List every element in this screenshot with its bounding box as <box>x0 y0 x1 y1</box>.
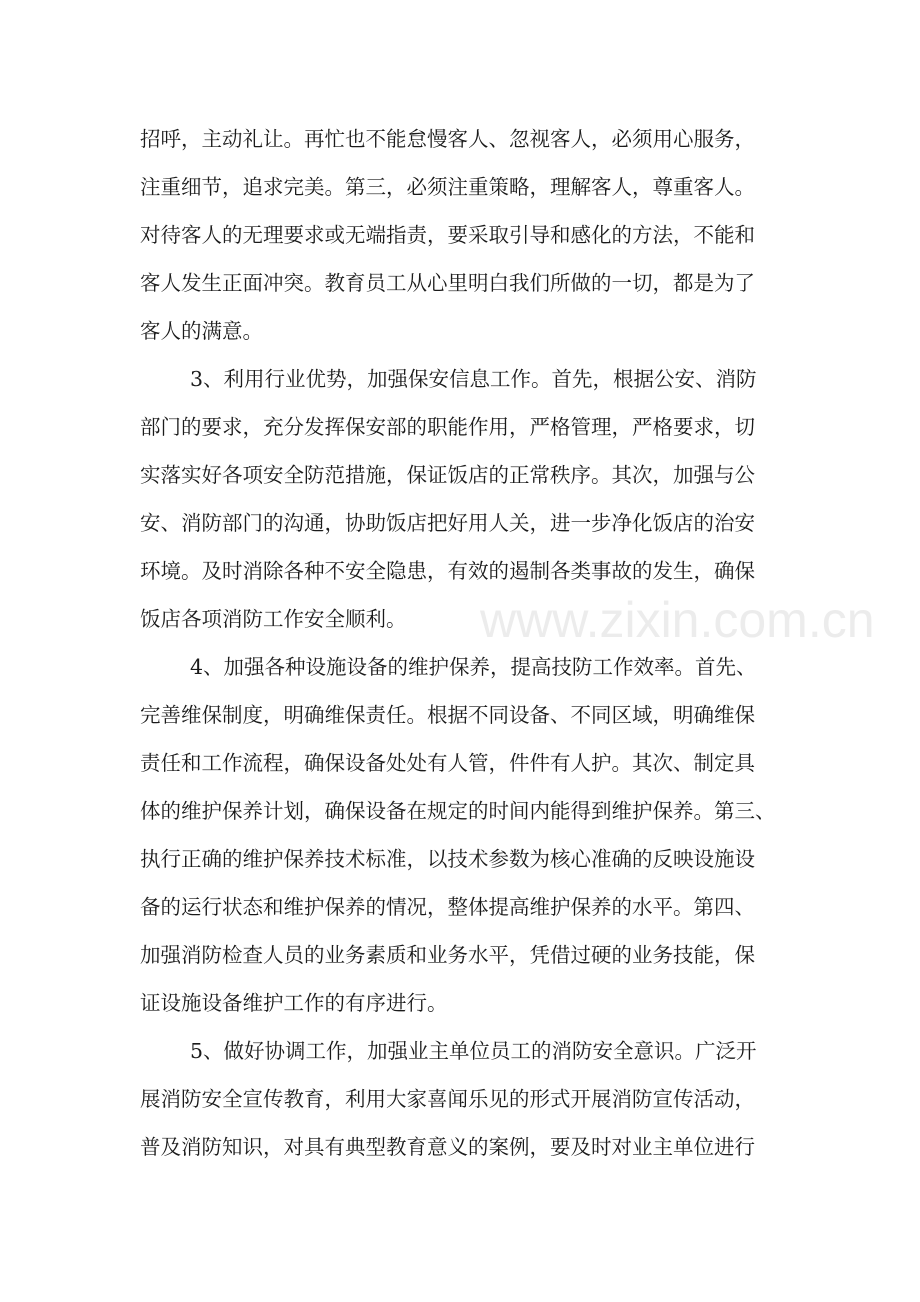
watermark: www.zixin.com.cn <box>480 592 875 648</box>
text-line: 注重细节，追求完美。第三，必须注重策略，理解客人，尊重客人。 <box>140 175 755 199</box>
paragraph-3-first-line: 3、利用行业优势，加强保安信息工作。首先，根据公安、消防 <box>190 367 757 391</box>
text-line: 饭店各项消防工作安全顺利。 <box>140 607 407 631</box>
text-line: 环境。及时消除各种不安全隐患，有效的遏制各类事故的发生，确保 <box>140 559 755 583</box>
text-line: 体的维护保养计划，确保设备在规定的时间内能得到维护保养。第三、 <box>140 799 776 823</box>
text-line: 客人的满意。 <box>140 319 263 343</box>
text-line: 备的运行状态和维护保养的情况，整体提高维护保养的水平。第四、 <box>140 895 755 919</box>
text-line: 对待客人的无理要求或无端指责，要采取引导和感化的方法，不能和 <box>140 223 755 247</box>
text-line: 实落实好各项安全防范措施，保证饭店的正常秩序。其次，加强与公 <box>140 463 755 487</box>
text-line: 展消防安全宣传教育，利用大家喜闻乐见的形式开展消防宣传活动， <box>140 1087 755 1111</box>
text-line: 招呼，主动礼让。再忙也不能怠慢客人、忽视客人，必须用心服务， <box>140 127 755 151</box>
text-line: 执行正确的维护保养技术标准，以技术参数为核心准确的反映设施设 <box>140 847 755 871</box>
text-line: 责任和工作流程，确保设备处处有人管，件件有人护。其次、制定具 <box>140 751 755 775</box>
paragraph-5-first-line: 5、做好协调工作，加强业主单位员工的消防安全意识。广泛开 <box>190 1039 757 1063</box>
text-line: 客人发生正面冲突。教育员工从心里明白我们所做的一切，都是为了 <box>140 271 755 295</box>
paragraph-4-first-line: 4、加强各种设施设备的维护保养，提高技防工作效率。首先、 <box>190 655 757 679</box>
text-line: 完善维保制度，明确维保责任。根据不同设备、不同区域，明确维保 <box>140 703 755 727</box>
text-line: 证设施设备维护工作的有序进行。 <box>140 991 448 1015</box>
text-line: 加强消防检查人员的业务素质和业务水平，凭借过硬的业务技能，保 <box>140 943 755 967</box>
text-line: 部门的要求，充分发挥保安部的职能作用，严格管理，严格要求，切 <box>140 415 755 439</box>
text-line: 安、消防部门的沟通，协助饭店把好用人关，进一步净化饭店的治安 <box>140 511 755 535</box>
text-line: 普及消防知识，对具有典型教育意义的案例，要及时对业主单位进行 <box>140 1135 755 1159</box>
